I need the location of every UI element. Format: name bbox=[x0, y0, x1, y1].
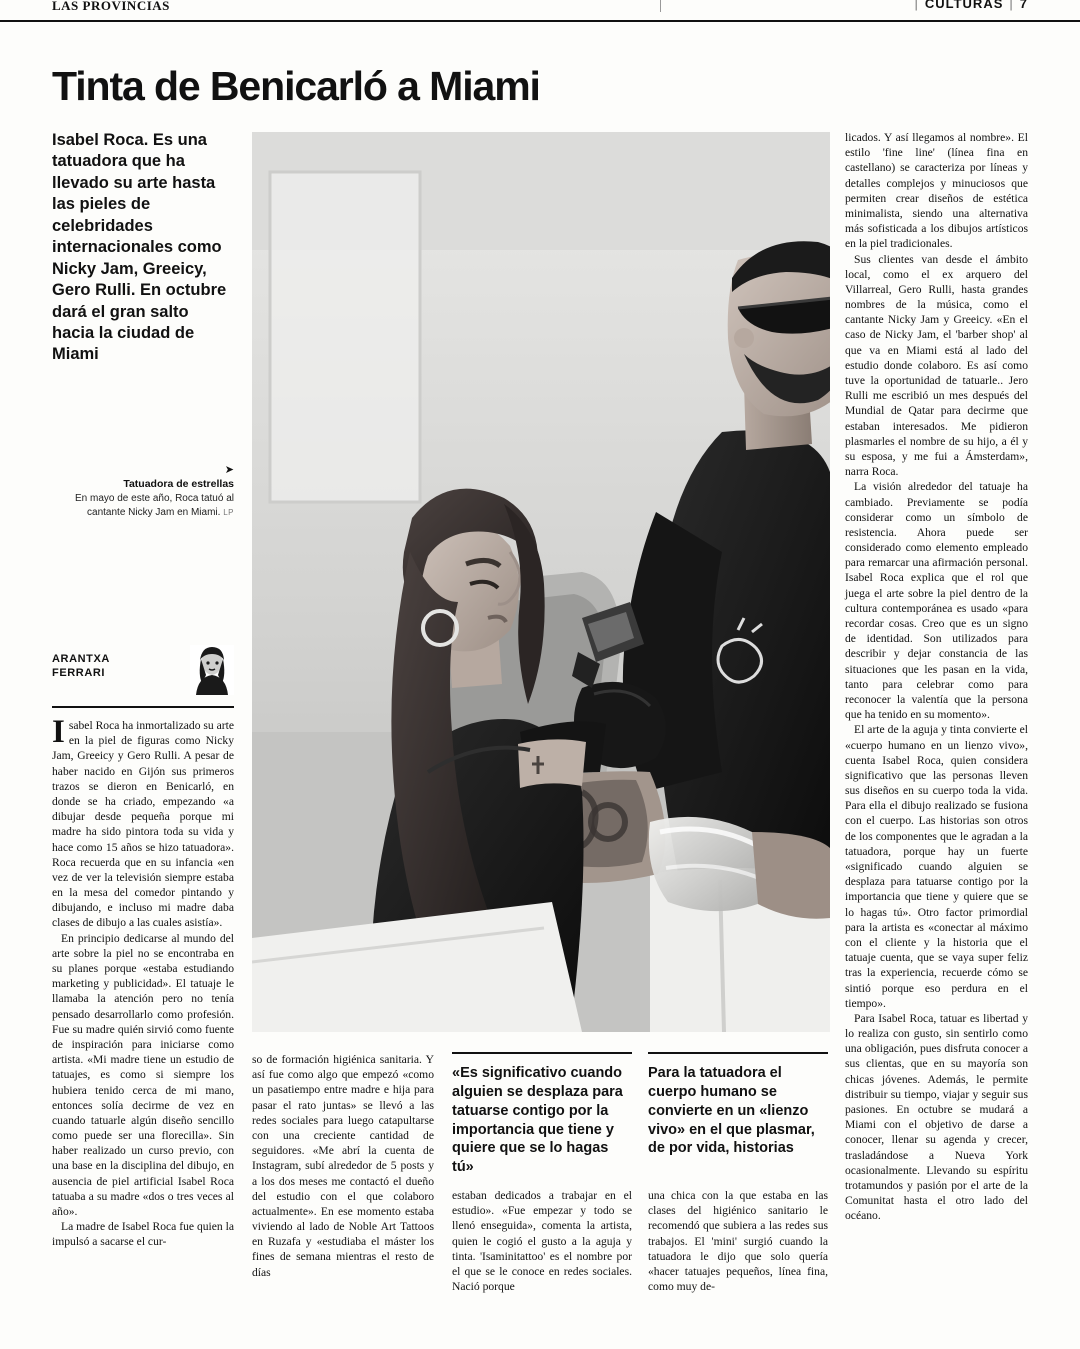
paragraph: so de formación higiénica sanitaria. Y así fue como algo que empezó «como un pasatiempo entre madre e hija para pasar el rato juntas» se llevó a las redes sociales para luego catapultarse con una creciente cantidad de seguidores. «Me abrí la cuenta de Instagram, subí alrededor de 5 posts y a los dos meses me contactó el dueño del estudio con el que colaboro actualmente». En ese momento estaba viviendo al lado de Noble Art Tattoos en Ruzafa y «estudiaba el máster los fines de semana mientras el resto de días bbox=[252, 1053, 434, 1279]
section-separator-right: | bbox=[1009, 0, 1014, 11]
section-name: CULTURAS bbox=[924, 0, 1004, 11]
drop-cap: I bbox=[52, 714, 65, 750]
masthead-divider bbox=[660, 0, 661, 12]
byline-author-name bbox=[52, 653, 110, 681]
photo-illustration bbox=[252, 132, 830, 1032]
article-headline: Tinta de Benicarló a Miami bbox=[52, 63, 540, 110]
paragraph: licados. Y así llegamos al nombre». El estilo 'fine line' (línea fina en castellano) se caracteriza por líneas y detalles complejos y minuciosos que permiten crear diseños de estética minimalista, siendo una alternativa más sofisticada a los dibujos artísticos en la piel tradicionales. bbox=[845, 131, 1028, 251]
section-indicator bbox=[908, 0, 1028, 11]
body-column-3 bbox=[452, 1188, 632, 1308]
pull-quote-1: «Es significativo cuando alguien se desplaza para tatuarse contigo por la importancia que tiene y quiere que se lo hagas tú» bbox=[452, 1052, 632, 1177]
caption-title: Tatuadora de estrellas bbox=[123, 478, 234, 490]
section-separator-left: | bbox=[914, 0, 919, 11]
byline-last-name: FERRARI bbox=[52, 666, 106, 679]
avatar bbox=[190, 645, 234, 695]
byline-first-name: ARANTXA bbox=[52, 653, 110, 665]
paragraph: estaban dedicados a trabajar en el estudio». «Fue empezar y todo se llenó enseguida», comenta la artista, quien le cogió el gusto a la aguja y tinta. 'Isaminitattoo' es el nombre por el que se le conoce en redes sociales. Nació porque bbox=[452, 1189, 632, 1294]
page-number: 7 bbox=[1019, 0, 1028, 11]
caption-text: En mayo de este año, Roca tatuó al cantante Nicky Jam en Miami. LP bbox=[75, 493, 234, 518]
publication-name: LAS PROVINCIAS bbox=[52, 0, 170, 13]
paragraph: En principio dedicarse al mundo del arte sobre la piel no se encontraba en su planes porque «estaba estudiando marketing y publicidad». El tatuaje le llamaba la atención pero no tenía pensado desarrollarlo como profesión. Fue su madre quién sirvió como fuente de inspiración para iniciarse como artista. «Mi madre tiene un estudio de tatuajes, es como si siempre los hubiera tenido cerca de mi mano, entonces solía decirme de vez en cuando tatuarle algún diseño sencillo como puede ser una florecilla». Sin haber realizado un curso previo, con una base en la disciplina del dibujo, en ausencia de piel artificial Isabel Roca tatuaba a su madre «dos o tres veces al año». bbox=[52, 931, 234, 1218]
caption-arrow-icon: ➤ bbox=[224, 464, 234, 476]
paragraph: Para Isabel Roca, tatuar es libertad y lo realiza con gusto, sin sentirlo como una obligación, pues disfruta conocer a sus clientas, que en su mayoría son chicas jóvenes. Además, le permite distribuir su tiempo, viajar y seguir sus pasiones. En octubre se mudará a Miami con el objetivo de darse a conocer, llenar su agenda y crecer, trasladándose a Nueva York ocasionalmente. Llevando su espíritu trotamundos y pasión por el arte de la Comunitat hasta el otro lado del océano. bbox=[845, 1011, 1028, 1223]
body-column-1 bbox=[52, 714, 234, 1308]
paragraph: Sus clientes van desde el ámbito local, como el ex arquero del Villarreal, Gero Rulli, hasta grandes nombres de la música, como el cantante Nicky Jam y Greeicy. «En el caso de Nicky Jam, el 'barber shop' al que va en Miami está al lado del estudio donde colaboro. Es así como tuve la oportunidad de tatuarle.. Jero Rulli me escribió un mes después del Mundial de Qatar para decirme que estaban interesados. Me pidieron plasmarles el nombre de su hijo, a él y su esposa, y me fui a Ámsterdam», narra Roca. bbox=[845, 252, 1028, 479]
byline-divider bbox=[52, 706, 234, 708]
paragraph: La visión alrededor del tatuaje ha cambiado. Previamente se podía considerar como un símbolo de resistencia. Ahora puede ser considerado como elemento empleado para remarcar una afirmación personal. Isabel Roca explica que el rol que juega el arte sobre la piel dentro de la cultura contemporánea es usado «para recordar cosas. Creo que es un signo de identidad. Son utilizados para describir y dejar constancia de las situaciones que les pasan en la vida, tanto para celebrar como para reconocer la valentía que la persona que ha tenido en su momento». bbox=[845, 480, 1028, 722]
pull-quote-2: Para la tatuadora el cuerpo humano se convierte en un «lienzo vivo» en el que plasmar, de por vida, historias bbox=[648, 1052, 828, 1158]
article-standfirst: Isabel Roca. Es una tatuadora que ha llevado su arte hasta las pieles de celebridades internacionales como Nicky Jam, Greeicy, Gero Rulli. En octubre dará el gran salto hacia la ciudad de Miami bbox=[52, 131, 227, 364]
masthead bbox=[0, 0, 1080, 22]
byline bbox=[52, 645, 234, 695]
body-column-5 bbox=[845, 130, 1028, 1310]
photo-caption bbox=[52, 465, 234, 519]
paragraph: La madre de Isabel Roca fue quien la impulsó a sacarse el cur- bbox=[52, 1220, 234, 1249]
paragraph: una chica con la que estaba en las clases del higiénico sanitario le recomendó que subiera a las redes sus trabajos. El 'mini' surgió cuando la tatuadora le dijo que solo quería «hacer tatuajes pequeños, línea fina, como muy de- bbox=[648, 1189, 828, 1294]
paragraph: El arte de la aguja y tinta convierte el «cuerpo humano en un lienzo vivo», cuenta Isabel Roca, quien considera significativo que las personas lleven sus diseños en su cuerpo toda la vida. Para ella el dibujo realizado se fusiona con el cuerpo. Las historias son otros de los componentes que le agradan a la tatuadora, porque hay un fuerte «significado cuando alguien se desplaza para tatuarse contigo por la importancia que tiene y quiere que se lo hagas tú». Otro factor primordial para la artista es «conectar al máximo con el cliente y la historia que el tatuaje cuenta, que se vaya super feliz tras la experiencia, recuerde cómo se sintió porque eso perdura en el tiempo». bbox=[845, 723, 1028, 1010]
body-column-4 bbox=[648, 1188, 828, 1308]
article-photo bbox=[252, 132, 830, 1032]
body-column-2 bbox=[252, 1052, 434, 1308]
paragraph: sabel Roca ha inmortalizado su arte en la piel de figuras como Nicky Jam, Greeicy y Gero Rulli. A pesar de haber nacido en Gijón sus primeros trazos se dieron en Benicarló, en donde se ha criado, empezando «a dibujar desde pequeña porque mi madre ha sido pintora toda su vida y hace como 15 años se hizo tatuadora». Roca recuerda que en su infancia «en vez de ver la televisión siempre estaba en la mesa del comedor pintando y dibujando, e incluso mi madre daba clases de dibujo a las cuales asistía». bbox=[52, 719, 234, 930]
caption-credit: LP bbox=[223, 507, 234, 517]
